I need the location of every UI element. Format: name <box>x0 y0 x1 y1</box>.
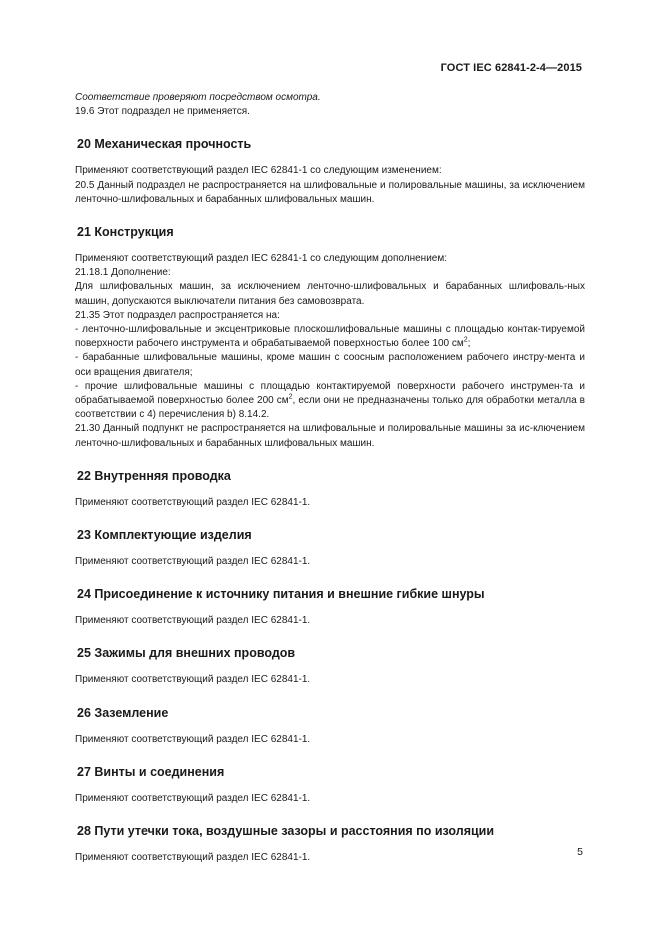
list-item-text-end: , если они не предназначены только для обработки металла в соответствии с 4) перечисления b) 8.14.2. <box>75 395 585 421</box>
list-item-text: - прочие шлифовальные машины с площадью контактируемой поверхности рабочего инструмен-та и обрабатываемой поверхностью более 200 см <box>75 380 585 407</box>
section-21-title: 21 Конструкция <box>77 225 174 240</box>
section-23 <box>75 527 585 543</box>
clause-19-6: 19.6 Этот подраздел не применяется. <box>75 106 250 118</box>
clause-21-18-1: 21.18.1 Дополнение: <box>75 267 171 279</box>
section-21 <box>75 224 585 240</box>
clause-21-30: 21.30 Данный подпункт не распространяется на шлифовальные и полировальные машины за ис-ключением ленточно-шлифовальных и барабанных шлифовальных машин. <box>75 423 585 449</box>
section-24-title: 24 Присоединение к источнику питания и внешние гибкие шнуры <box>77 587 485 602</box>
clause-20-5: 20.5 Данный подраздел не распространяется на шлифовальные и полировальные машины, за исключением ленточно-шлифовальных и барабанных шлифовальных машин. <box>75 179 585 205</box>
section-20 <box>75 136 585 152</box>
list-item-text: - ленточно-шлифовальные и эксцентриковые плоскошлифовальные машины с площадью контак-тируемой поверхности рабочего инструмента и обрабатываемой поверхностью более 100 см <box>75 324 585 350</box>
section-26-title: 26 Заземление <box>77 705 169 720</box>
section-27 <box>75 764 585 780</box>
list-item <box>75 380 585 423</box>
section-28-text: Применяют соответствующий раздел IEC 62841-1. <box>75 852 311 864</box>
section-21-intro: Применяют соответствующий раздел IEC 62841-1 со следующим дополнением: <box>75 253 447 265</box>
section-24-text: Применяют соответствующий раздел IEC 62841-1. <box>75 615 311 627</box>
section-27-title: 27 Винты и соединения <box>77 764 225 779</box>
clause-21-18-1-text: Для шлифовальных машин, за исключением ленточно-шлифовальных и барабанных шлифоваль-ных машин, допускаются выключатели питания без самовозврата. <box>75 281 585 307</box>
section-28-title: 28 Пути утечки тока, воздушные зазоры и расстояния по изоляции <box>77 824 495 839</box>
section-26 <box>75 705 585 721</box>
section-24 <box>75 586 585 602</box>
section-22 <box>75 468 585 484</box>
list-item-text-end: ; <box>467 338 471 350</box>
section-20-intro: Применяют соответствующий раздел IEC 62841-1 со следующим изменением: <box>75 165 442 177</box>
section-28 <box>75 823 585 839</box>
section-25 <box>75 645 585 661</box>
section-22-title: 22 Внутренняя проводка <box>77 468 231 483</box>
standard-designation: ГОСТ IEC 62841-2-4—2015 <box>440 62 582 74</box>
section-25-text: Применяют соответствующий раздел IEC 62841-1. <box>75 674 311 686</box>
list-item <box>75 323 585 351</box>
superscript: 2 <box>288 393 293 401</box>
section-25-title: 25 Зажимы для внешних проводов <box>77 646 296 661</box>
conformity-note: Соответствие проверяют посредством осмотра. <box>75 92 321 103</box>
superscript: 2 <box>463 336 468 344</box>
page-number: 5 <box>577 846 583 858</box>
section-26-text: Применяют соответствующий раздел IEC 62841-1. <box>75 733 311 745</box>
section-20-title: 20 Механическая прочность <box>77 137 252 152</box>
section-22-text: Применяют соответствующий раздел IEC 62841-1. <box>75 496 311 508</box>
section-23-text: Применяют соответствующий раздел IEC 62841-1. <box>75 556 311 568</box>
page-content <box>75 91 585 865</box>
section-23-title: 23 Комплектующие изделия <box>77 528 252 543</box>
clause-21-35: 21.35 Этот подраздел распространяется на: <box>75 309 280 321</box>
section-27-text: Применяют соответствующий раздел IEC 62841-1. <box>75 792 311 804</box>
list-item: - барабанные шлифовальные машины, кроме машин с соосным расположением рабочего инстру-мента и оси вращения двигателя; <box>75 352 585 378</box>
